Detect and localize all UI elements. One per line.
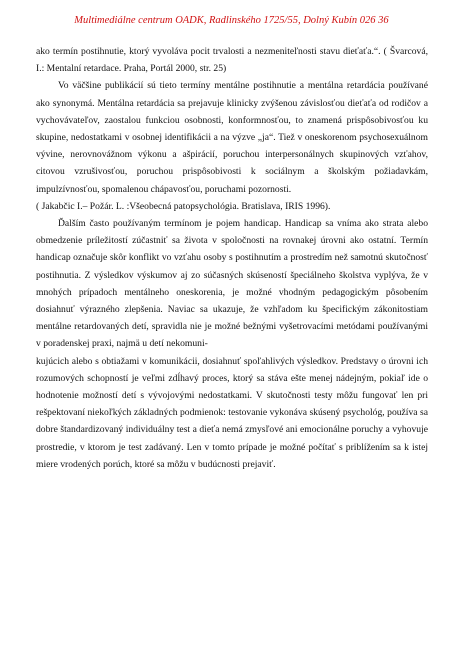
- paragraph-testing: kujúcich alebo s obtiažami v komunikácii, dosiahnuť spoľahlivých výsledkov. Predstavy o úrovni ich rozumových schopností je veľmi zdĺhavý proces, ktorý sa stáva ešte menej nádejným, pokiaľ ide o hodnotenie možností detí s vývojovými nedostatkami. V skutočnosti testy môžu fungovať len pri rešpektovaní niekoľkých základných podmienok: testovanie vykonáva skúsený psychológ, používa sa dobre štandardizovaný individuálny test a dieťa nemá zmysľové ani emocionálne poruchy a vyhovuje prostredie, v ktorom je test zadávaný. Len v tomto prípade je možné počítať s priblížením sa k istej miere vrodených porúch, ktoré sa môžu v budúcnosti prejaviť.: [36, 355, 428, 470]
- paragraph-continuation: ako termín postihnutie, ktorý vyvoláva pocit trvalosti a nezmeniteľnosti stavu dieťaťa.“. ( Švarcová, I.: Mentalní retardace. Praha, Portál 2000, str. 25): [36, 46, 428, 75]
- paragraph-handicap: Ďalším často používaným termínom je pojem handicap. Handicap sa vníma ako strata alebo obmedzenie príležitostí zúčastniť sa života v spoločnosti na rovnakej úrovni ako ostatní. Termín handicap označuje skôr konflikt vo vzťahu osoby s postihnutím a prostredím než samotnú skutočnosť postihnutia. Z výsledkov výskumov aj zo súčasných skúseností špeciálneho školstva vyplýva, že v mnohých prípadoch mentálneho oneskorenia, je možné vhodným pedagogickým pôsobením dosiahnuť výrazného zlepšenia. Naviac sa ukazuje, že vzhľadom ku špecifickým zákonitostiam mentálne retardovaných detí, spravidla nie je možné bežnými vyšetrovacími metódami používanými v poradenskej praxi, najmä u detí nekomuni-: [36, 218, 428, 350]
- paragraph-terms: Vo väčšine publikácií sú tieto termíny mentálne postihnutie a mentálna retardácia používané ako synonymá. Mentálna retardácia sa prejavuje klinicky zvýšenou závislosťou dieťaťa od rodičov a vychovávateľov, zaostalou funkciou osobnosti, konformnosťou, to znamená prispôsobivosťou ku skupine, nedostatkami v osobnej identifikácii a na výzve „ja“. Tiež v oneskorenom psychosexuálnom vývine, nerovnovážnom výkonu a ašpirácií, poruchou interpersonálnych skupinových vzťahov, citovou vzrušivosťou, poruchou prispôsobivosti k sociálnym a školským požiadavkám, impulzívnosťou, spomalenou chápavosťou, poruchami pozornosti.: [36, 80, 428, 195]
- document-body: [36, 43, 428, 473]
- citation-reference: ( Jakabčic I.– Požár. L. :Všeobecná patopsychológia. Bratislava, IRIS 1996).: [36, 200, 331, 212]
- page-header: Multimediálne centrum OADK, Radlinského 1725/55, Dolný Kubín 026 36: [74, 15, 389, 26]
